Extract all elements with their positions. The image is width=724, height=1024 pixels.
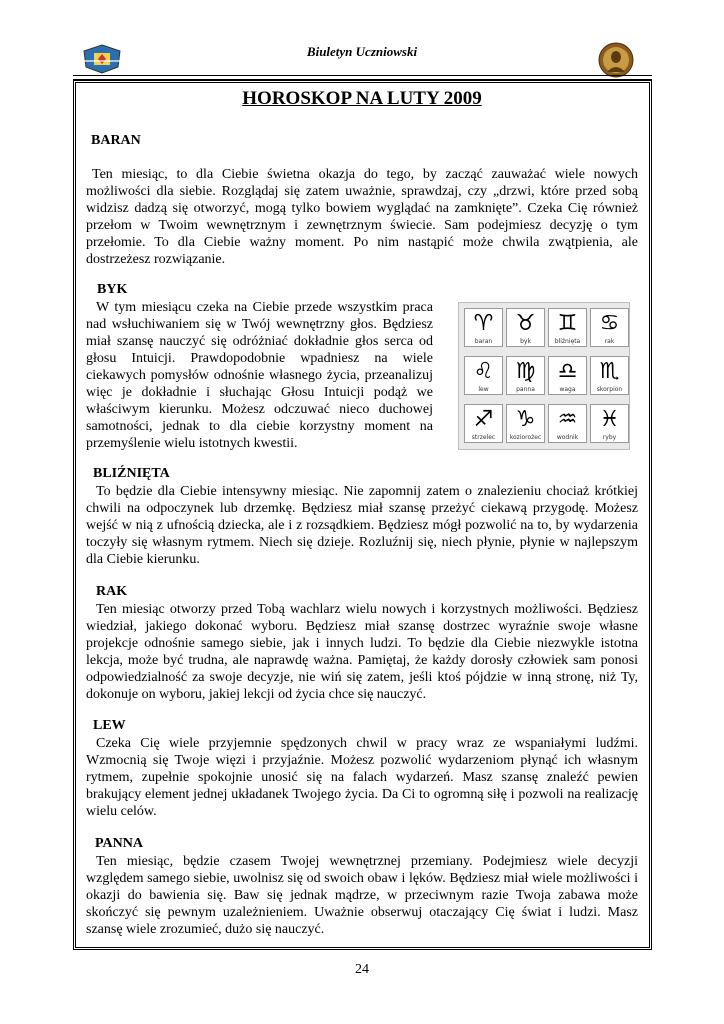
section-text-rak: Ten miesiąc otworzy przed Tobą wachlarz wielu nowych i korzystnych możliwości. Będziesz wiedział, jakiego dokonać wyboru. Będziesz miał szansę dostrzec wyraźnie swoje własne projekcje odnośnie samego siebie, jak i innych ludzi. To będzie dla Ciebie niezwykle istotna lekcja, może być trudna, ale naprawdę ważna. Pamiętaj, że każdy dorosły człowiek sam ponosi odpowiedzialność za swoje decyzje, nie wiń się zatem, jeśli ktoś pójdzie w inną stronę, niż Ty, dokonuje on wyboru, jakiej lekcji od życia chce się nauczyć. (86, 602, 638, 702)
zodiac-cell-strzelec (464, 404, 503, 443)
section-text-panna: Ten miesiąc, będzie czasem Twojej wewnętrznej przemiany. Podejmiesz wiele decyzji względem samego siebie, uwolnisz się od swoich obaw i lęków. Będziesz miał wiele możliwości i okazji do bawienia się. Baw się jednak mądrze, w przeciwnym razie Twoja zabawa może skończyć się pewnym uzależnieniem. Uważnie obserwuj otaczający Cię świat i ludzi. Masz szansę wiele zrozumieć, dużo się nauczyć. (86, 854, 638, 937)
gemini-icon: ♊ (557, 311, 578, 336)
zodiac-label: strzelec (471, 434, 496, 441)
section-text-baran: Ten miesiąc, to dla Ciebie świetna okazja do tego, by zacząć zauważać wiele nowych możliwości dla siebie. Rozglądaj się zatem uważnie, sprawdzaj, czy „drzwi, które przed sobą widzisz dadzą się otworzyć, mogą tylko bowiem wyglądać na zamknięte”. Czeka Cię również przełom w Twoim wewnętrznym i zewnętrznym świecie. Sam podejmiesz decyzję o tym przełomie. To dla Ciebie ważny moment. Po nim nastąpić może chwila zwątpienia, ale dostrzeżesz rozwiązanie. (86, 167, 638, 267)
capricorn-icon: ♑ (515, 407, 536, 432)
zodiac-label: ryby (602, 434, 617, 441)
cancer-icon: ♋ (599, 311, 620, 336)
aquarius-icon: ♒ (557, 407, 578, 432)
section-heading-bliznieta: BLIŹNIĘTA (93, 466, 170, 481)
taurus-icon: ♉ (515, 311, 536, 336)
zodiac-label: skorpion (596, 386, 623, 393)
page-title: HOROSKOP NA LUTY 2009 (242, 88, 482, 109)
patron-medallion (598, 42, 634, 78)
pisces-icon: ♓ (599, 407, 620, 432)
zodiac-cell-rak (590, 308, 629, 347)
zodiac-cell-wodnik (548, 404, 587, 443)
section-heading-lew: LEW (93, 718, 126, 733)
sagittarius-icon: ♐ (473, 407, 494, 432)
libra-icon: ♎ (557, 359, 578, 384)
zodiac-cell-skorpion (590, 356, 629, 395)
zodiac-label: rak (604, 338, 615, 345)
bulletin-title: Biuletyn Uczniowski (306, 44, 418, 59)
page-number: 24 (355, 962, 369, 977)
zodiac-label: lew (478, 386, 489, 393)
zodiac-label: wodnik (556, 434, 579, 441)
zodiac-cell-baran (464, 308, 503, 347)
section-heading-baran: BARAN (91, 133, 141, 148)
zodiac-label: waga (559, 386, 576, 393)
zodiac-cell-byk (506, 308, 545, 347)
zodiac-cell-koziorozec (506, 404, 545, 443)
scorpio-icon: ♏ (599, 359, 620, 384)
virgo-icon: ♍ (515, 359, 536, 384)
zodiac-cell-bliznieta (548, 308, 587, 347)
aries-icon: ♈ (473, 311, 494, 336)
zodiac-label: baran (474, 338, 493, 345)
section-text-byk: W tym miesiącu czeka na Ciebie przede wszystkim praca nad wsłuchiwaniem się w Twój wewnętrzny głos. Będziesz miał szansę nauczyć się odróżniać dokładnie głos serca od głosu Intuicji. Prawdopodobnie wpadniesz na wiele ciekawych pomysłów odnośnie własnego życia, przeanalizuj więc je dokładnie i słuchając Głosu Intuicji podąż we właściwym kierunku. Możesz odczuwać nieco duchowej samotności, jednak to dla ciebie korzystny moment na przemyślenie wielu istotnych kwestii. (86, 300, 433, 451)
leo-icon: ♌ (473, 359, 494, 384)
zodiac-cell-ryby (590, 404, 629, 443)
section-heading-rak: RAK (96, 584, 128, 599)
section-text-bliznieta: To będzie dla Ciebie intensywny miesiąc. Nie zapomnij zatem o znalezieniu chociaż krótkiej chwili na odpoczynek lub drzemkę. Będziesz miał szansę przeżyć ciekawą przygodę. Możesz wejść w nią z ufnością dziecka, ale i z rozsądkiem. Będziesz mógł pozwolić na to, by wydarzenia toczyły się własnym rytmem. Niech się dzieje. Rozluźnij się, niech płynie, płynie w najlepszym dla Ciebie kierunku. (86, 484, 638, 567)
zodiac-label: bliźnięta (554, 338, 581, 345)
section-heading-panna: PANNA (95, 836, 143, 851)
zodiac-cell-waga (548, 356, 587, 395)
section-heading-byk: BYK (97, 282, 128, 297)
zodiac-cell-panna (506, 356, 545, 395)
zodiac-label: panna (516, 386, 535, 393)
zodiac-label: koziorożec (509, 434, 542, 441)
zodiac-signs-grid (458, 302, 630, 450)
zodiac-label: byk (520, 338, 531, 345)
section-text-lew: Czeka Cię wiele przyjemnie spędzonych chwil w pracy wraz ze wspaniałymi ludźmi. Wzmocnią się Twoje więzi i przyjaźnie. Możesz pozwolić wydarzeniom płynąć ich własnym rytmem, zupełnie spokojnie unosić się na falach wydarzeń. Masz szansę znaleźć pewien brakujący element jednej układanek Twojego życia. Da Ci to ogromną siłę i pozwoli na realizację wielu celów. (86, 736, 638, 819)
zodiac-cell-lew (464, 356, 503, 395)
